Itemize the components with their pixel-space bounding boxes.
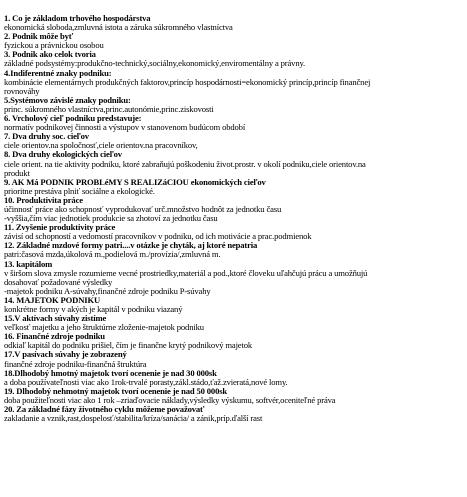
question-item bbox=[4, 196, 463, 223]
answer-line: fyzickou a právnickou osobou bbox=[4, 41, 104, 51]
question-heading: 3. Podnik ako celok tvoria bbox=[4, 49, 96, 60]
question-heading: 15.V aktívach súvahy zistíme bbox=[4, 313, 107, 324]
answer-line: dosahovať požadované výsledky bbox=[4, 277, 113, 287]
question-heading: 13. kapitálom bbox=[4, 258, 53, 269]
answer-line: odkiaľ kapitál do podniku prišiel, čím je finančne krytý podnikový majetok bbox=[4, 341, 253, 351]
question-item bbox=[4, 150, 463, 177]
answer-line: -vyššia,čím viac jednotiek produkcie sa zhotoví za jednotku času bbox=[4, 214, 218, 224]
question-heading: 6. Vrcholový cieľ podniku predstavuje: bbox=[4, 113, 142, 124]
question-heading: 16. Finančné zdroje podniku bbox=[4, 331, 105, 342]
question-heading: 9. AK Má PODNIK PROBLéMY S REALIZáCIOU ekonomických cieľov bbox=[4, 176, 266, 187]
answer-line: konkrétne formy v akých je kapitál v podniku viazaný bbox=[4, 305, 183, 314]
question-item bbox=[4, 241, 463, 259]
answer-line: a doba používateľnosti viac ako 1rok-trvalé porasty,zákl.stádo,ťaž.zvieratá,nové lomy. bbox=[4, 377, 288, 387]
question-item bbox=[4, 132, 463, 150]
question-item bbox=[4, 114, 463, 132]
question-item bbox=[4, 50, 463, 68]
question-heading: 2. Podnik môže byť bbox=[4, 31, 74, 42]
answer-line: prioritne prestáva plniť sociálne a ekologické. bbox=[4, 186, 155, 196]
question-item bbox=[4, 405, 463, 423]
answer-line: zakladanie a vznik,rast,dospelosť/stabilita/kríza/sanácia/ a zánik,príp.ďalší rast bbox=[4, 414, 263, 424]
question-heading: 17.V pasívach súvahy je zobrazený bbox=[4, 349, 127, 360]
answer-line: produkt bbox=[4, 168, 30, 178]
question-item bbox=[4, 223, 463, 241]
question-heading: 10. Produktivita práce bbox=[4, 194, 83, 205]
answer-line: veľkosť majetku a jeho štruktúrne zloženie-majetok podniku bbox=[4, 323, 204, 333]
question-item bbox=[4, 69, 463, 96]
answer-line: rovnováhy bbox=[4, 86, 40, 96]
answer-line: -majetok podniku A-súvahy,finančné zdroje podniku P-súvahy bbox=[4, 286, 211, 296]
answer-line: kombinácie elementárnych produkčných faktorov,princíp hospodárnosti=ekonomický princíp,princíp finančnej bbox=[4, 77, 371, 87]
answer-line: účinnosť práce ako schopnosť vyprodukovať urč.množstvo hodnôt za jednotku času bbox=[4, 204, 282, 214]
answer-line: doba použiteľnosti viac ako 1 rok –zriaďovacie náklady,výsledky výskumu, softvér,oceniteľné práva bbox=[4, 395, 336, 405]
answer-line: princ. súkromného vlastníctva,princ.autonómie,princ.ziskovosti bbox=[4, 104, 214, 114]
question-item bbox=[4, 296, 463, 314]
question-heading: 4.Indiferentné znaky podniku: bbox=[4, 67, 112, 78]
answer-line: ciele orientov.na spoločnosť,ciele orientov.na pracovníkov, bbox=[4, 141, 198, 151]
question-item bbox=[4, 96, 463, 114]
question-heading: 1. Co je základom trhového hospodárstva bbox=[4, 13, 151, 23]
question-item bbox=[4, 14, 463, 32]
question-item bbox=[4, 32, 463, 50]
answer-line: finančné zdroje podniku-finančná štruktúra bbox=[4, 359, 147, 369]
question-item bbox=[4, 260, 463, 296]
question-heading: 18.Dlhodobý hmotný majetok tvorí ocenenie je nad 30 000sk bbox=[4, 367, 217, 378]
question-item bbox=[4, 332, 463, 350]
question-heading: 11. Zvyšenie produktivity práce bbox=[4, 222, 116, 233]
question-heading: 19. Dlhodobý nehmotný majetok tvorí ocenenie je nad 50 000sk bbox=[4, 385, 228, 396]
answer-line: závisí od schopností a vedomostí pracovníkov v podniku, od ich motivácie a prac.podmienok bbox=[4, 232, 312, 242]
answer-line: normatív podnikovej činnosti a výstupov v stanovenom budúcom období bbox=[4, 123, 246, 133]
question-heading: 14. MAJETOK PODNIKU bbox=[4, 294, 101, 305]
question-item bbox=[4, 387, 463, 405]
answer-line: ciele orient. na tie aktivity podniku, ktoré zabraňujú poškodeniu život.prostr. v okolí podniku,ciele orientov.na bbox=[4, 159, 366, 169]
question-heading: 8. Dva druhy ekologických cieľov bbox=[4, 149, 122, 160]
question-item bbox=[4, 350, 463, 368]
question-heading: 5.Systémovo závislé znaky podniku: bbox=[4, 94, 131, 105]
question-item bbox=[4, 178, 463, 196]
question-heading: 20. Za základné fázy životného cyklu môžeme považovať bbox=[4, 404, 205, 415]
question-item bbox=[4, 314, 463, 332]
answer-line: patri:časová mzda,úkolová m.,podielová m./provízia/,zmluvná m. bbox=[4, 250, 221, 260]
answer-line: ekonomická sloboda,zmluvná istota a záruka súkromného vlastníctva bbox=[4, 23, 233, 33]
document-page bbox=[4, 14, 463, 423]
question-heading: 7. Dva druhy soc. cieľov bbox=[4, 131, 89, 142]
question-heading: 12. Základné mzdové formy patri....v otázke je chyták, aj ktoré nepatria bbox=[4, 240, 258, 251]
answer-line: v širšom slova zmysle rozumieme vecné prostriedky,materiál a pod.,ktoré človeku uľahčujú prácu a umožňujú bbox=[4, 268, 368, 278]
question-item bbox=[4, 369, 463, 387]
answer-line: základné podsystémy:produkčno-technický,sociálny,ekonomický,enviromentálny a právny. bbox=[4, 59, 306, 69]
